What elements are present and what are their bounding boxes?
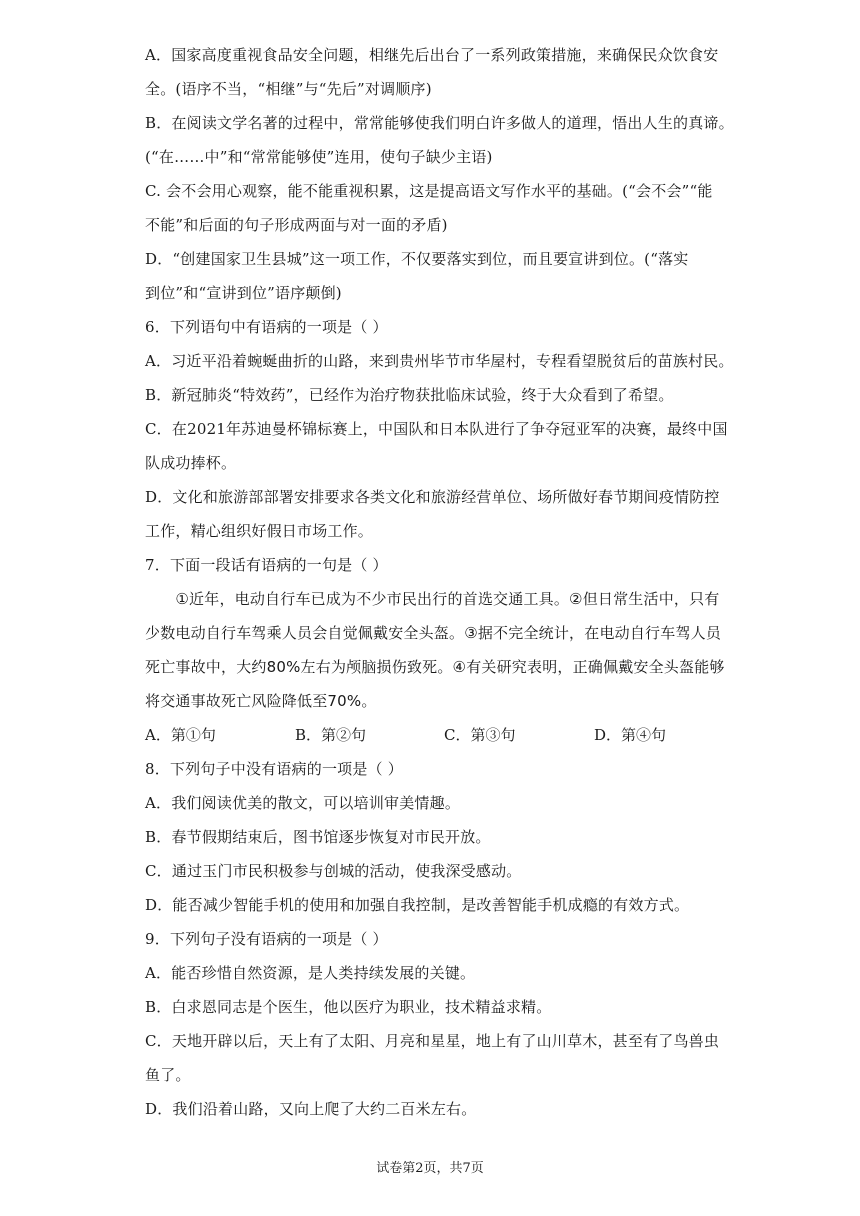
question-7-option-c: C．第③句 bbox=[444, 726, 516, 744]
question-9-option-b: B．白求恩同志是个医生，他以医疗为职业，技术精益求精。 bbox=[145, 998, 552, 1016]
question-8-option-d: D．能否减少智能手机的使用和加强自我控制，是改善智能手机成瘾的有效方式。 bbox=[145, 896, 690, 914]
question-8-option-a: A．我们阅读优美的散文，可以培训审美情趣。 bbox=[145, 794, 461, 812]
question-9-option-a: A．能否珍惜自然资源，是人类持续发展的关键。 bbox=[145, 964, 476, 982]
question-6-option-d: D．文化和旅游部部署安排要求各类文化和旅游经营单位、场所做好春节期间疫情防控 bbox=[145, 488, 720, 506]
question-9-option-c: C．天地开辟以后，天上有了太阳、月亮和星星，地上有了山川草木，甚至有了鸟兽虫 bbox=[145, 1032, 720, 1050]
text-line: A．国家高度重视食品安全问题，相继先后出台了一系列政策措施，来确保民众饮食安 bbox=[145, 46, 719, 64]
text-line: 全。(语序不当，“相继”与“先后”对调顺序) bbox=[145, 80, 432, 98]
text-line: C. 会不会用心观察，能不能重视积累，这是提高语文写作水平的基础。(“会不会”“能 bbox=[145, 182, 713, 200]
passage-line: 少数电动自行车驾乘人员会自觉佩戴安全头盔。③据不完全统计，在电动自行车驾人员 bbox=[145, 624, 722, 642]
question-6-option-c: C．在2021年苏迪曼杯锦标赛上，中国队和日本队进行了争夺冠亚军的决赛，最终中国 bbox=[145, 420, 728, 438]
text-line: 工作，精心组织好假日市场工作。 bbox=[145, 522, 374, 540]
question-6-stem: 6．下列语句中有语病的一项是（ ） bbox=[145, 318, 388, 336]
text-line: D．“创建国家卫生县城”这一项工作，不仅要落实到位，而且要宣讲到位。(“落实 bbox=[145, 250, 689, 268]
text-line: (“在……中”和“常常能够使”连用，使句子缺少主语) bbox=[145, 148, 493, 166]
text-line: B．在阅读文学名著的过程中，常常能够使我们明白许多做人的道理，悟出人生的真谛。 bbox=[145, 114, 734, 132]
question-6-option-b: B．新冠肺炎“特效药”，已经作为治疗物获批临床试验，终于大众看到了希望。 bbox=[145, 386, 674, 404]
question-8-option-c: C．通过玉门市民积极参与创城的活动，使我深受感动。 bbox=[145, 862, 522, 880]
text-line: 到位”和“宣讲到位”语序颠倒) bbox=[145, 284, 342, 302]
question-7-option-a: A．第①句 bbox=[145, 726, 216, 744]
question-9-option-d: D．我们沿着山路，又向上爬了大约二百米左右。 bbox=[145, 1100, 477, 1118]
text-line: 不能”和后面的句子形成两面与对一面的矛盾) bbox=[145, 216, 448, 234]
passage-line: ①近年，电动自行车已成为不少市民出行的首选交通工具。②但日常生活中，只有 bbox=[145, 590, 720, 608]
question-6-option-a: A．习近平沿着蜿蜒曲折的山路，来到贵州毕节市华屋村，专程看望脱贫后的苗族村民。 bbox=[145, 352, 734, 370]
question-8-option-b: B．春节假期结束后，图书馆逐步恢复对市民开放。 bbox=[145, 828, 491, 846]
question-8-stem: 8．下列句子中没有语病的一项是（ ） bbox=[145, 760, 403, 778]
question-9-stem: 9．下列句子没有语病的一项是（ ） bbox=[145, 930, 388, 948]
page-footer: 试卷第2页，共7页 bbox=[376, 1161, 484, 1176]
text-line: 鱼了。 bbox=[145, 1066, 191, 1084]
passage-line: 死亡事故中，大约80%左右为颅脑损伤致死。④有关研究表明，正确佩戴安全头盔能够 bbox=[145, 658, 725, 676]
passage-line: 将交通事故死亡风险降低至70%。 bbox=[145, 692, 377, 710]
question-7-stem: 7．下面一段话有语病的一句是（ ） bbox=[145, 556, 388, 574]
question-7-option-b: B．第②句 bbox=[295, 726, 367, 744]
question-7-option-d: D．第④句 bbox=[594, 726, 667, 744]
text-line: 队成功捧杯。 bbox=[145, 454, 237, 472]
